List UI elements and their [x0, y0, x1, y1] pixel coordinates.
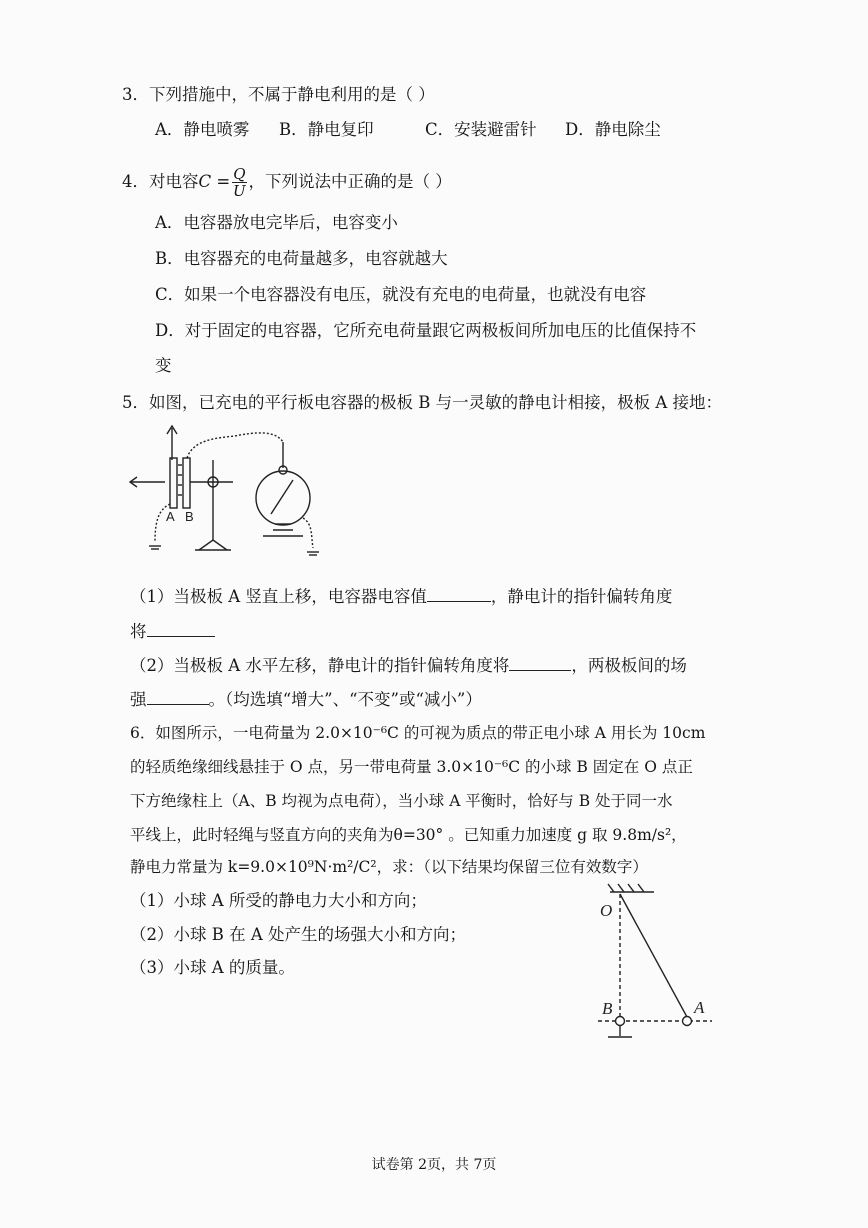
- q5-capacitor-electrometer-figure: [125, 420, 335, 570]
- q6-figure-label-b: B: [602, 999, 613, 1018]
- q4-option-c[interactable]: C．如果一个电容器没有电压，就没有充电的电荷量，也就没有电容: [155, 285, 647, 304]
- q5-sub1-line1: [130, 585, 672, 608]
- q4-stem-suffix: ，下列说法中正确的是（ ）: [248, 172, 452, 191]
- q6-line-3: 下方绝缘柱上（A、B 均视为点电荷），当小球 A 平衡时，恰好与 B 处于同一水: [130, 792, 673, 810]
- q5-sub1-blank-1[interactable]: [427, 585, 491, 602]
- q6-line-4: 平线上，此时轻绳与竖直方向的夹角为θ=30° 。已知重力加速度 g 取 9.8m/s²，: [130, 826, 687, 844]
- q3-option-b[interactable]: B．静电复印: [279, 120, 374, 139]
- q6-pendulum-figure: [590, 880, 725, 1045]
- q4-formula-denominator: U: [233, 182, 246, 200]
- q4-option-d[interactable]: D．对于固定的电容器，它所充电荷量跟它两极板间所加电压的比值保持不: [155, 321, 697, 340]
- q3-option-d[interactable]: D．静电除尘: [565, 120, 661, 139]
- q5-figure-label-b: B: [185, 509, 194, 524]
- q5-sub1-text-b: ，静电计的指针偏转角度: [490, 587, 673, 606]
- q5-sub2-blank-2[interactable]: [147, 688, 209, 705]
- q6-sub-2: （2）小球 B 在 A 处产生的场强大小和方向；: [130, 925, 467, 944]
- q4-formula-lhs: C =: [198, 172, 231, 191]
- q5-sub2-text-a: （2）当极板 A 水平左移，静电计的指针偏转角度将: [130, 656, 510, 675]
- q5-sub1-blank-2[interactable]: [147, 620, 215, 637]
- q6-figure-label-a: A: [694, 998, 705, 1017]
- q4-option-d-continued: 变: [155, 356, 172, 375]
- q5-stem: 5．如图，已充电的平行板电容器的极板 B 与一灵敏的静电计相接，极板 A 接地：: [122, 393, 723, 412]
- q6-line-5: 静电力常量为 k=9.0×10⁹N·m²/C²，求：（以下结果均保留三位有效数字）: [130, 858, 648, 876]
- q5-sub2-line2: [130, 688, 482, 711]
- q5-sub2-line1: [130, 654, 687, 677]
- q6-line-1: 6．如图所示，一电荷量为 2.0×10⁻⁶C 的可视为质点的带正电小球 A 用长为 10cm: [130, 724, 706, 742]
- q5-sub1-text-c: 将: [130, 622, 147, 641]
- q5-sub2-text-c: 强: [130, 690, 147, 709]
- q3-stem: 3．下列措施中，不属于静电利用的是（ ）: [122, 85, 435, 104]
- q6-figure-label-o: O: [600, 901, 613, 920]
- page-footer: 试卷第 2页，共 7页: [371, 1157, 497, 1173]
- q5-sub1-text-a: （1）当极板 A 竖直上移，电容器电容值: [130, 587, 427, 606]
- q3-option-c[interactable]: C．安装避雷针: [425, 120, 537, 139]
- q3-option-a[interactable]: A．静电喷雾: [155, 120, 250, 139]
- q6-line-2: 的轻质绝缘细线悬挂于 O 点，另一带电荷量 3.0×10⁻⁶C 的小球 B 固定在 O 点正: [130, 758, 693, 776]
- q5-sub1-line2: [130, 620, 215, 643]
- q4-formula-numerator: Q: [233, 165, 246, 183]
- q6-sub-1: （1）小球 A 所受的静电力大小和方向；: [130, 891, 427, 910]
- q4-formula-fraction: [232, 166, 246, 199]
- q4-stem: [122, 162, 452, 202]
- q4-stem-prefix: 4．对电容: [122, 172, 199, 191]
- q4-option-b[interactable]: B．电容器充的电荷量越多，电容就越大: [155, 249, 448, 268]
- q4-option-a[interactable]: A．电容器放电完毕后，电容变小: [155, 213, 398, 232]
- q5-sub2-text-d: 。（均选填“增大”、“不变”或“减小”）: [208, 690, 482, 709]
- q5-sub2-text-b: ，两极板间的场: [571, 656, 687, 675]
- q5-figure-label-a: A: [166, 509, 175, 524]
- q6-sub-3: （3）小球 A 的质量。: [130, 958, 295, 977]
- q5-sub2-blank-1[interactable]: [509, 654, 571, 671]
